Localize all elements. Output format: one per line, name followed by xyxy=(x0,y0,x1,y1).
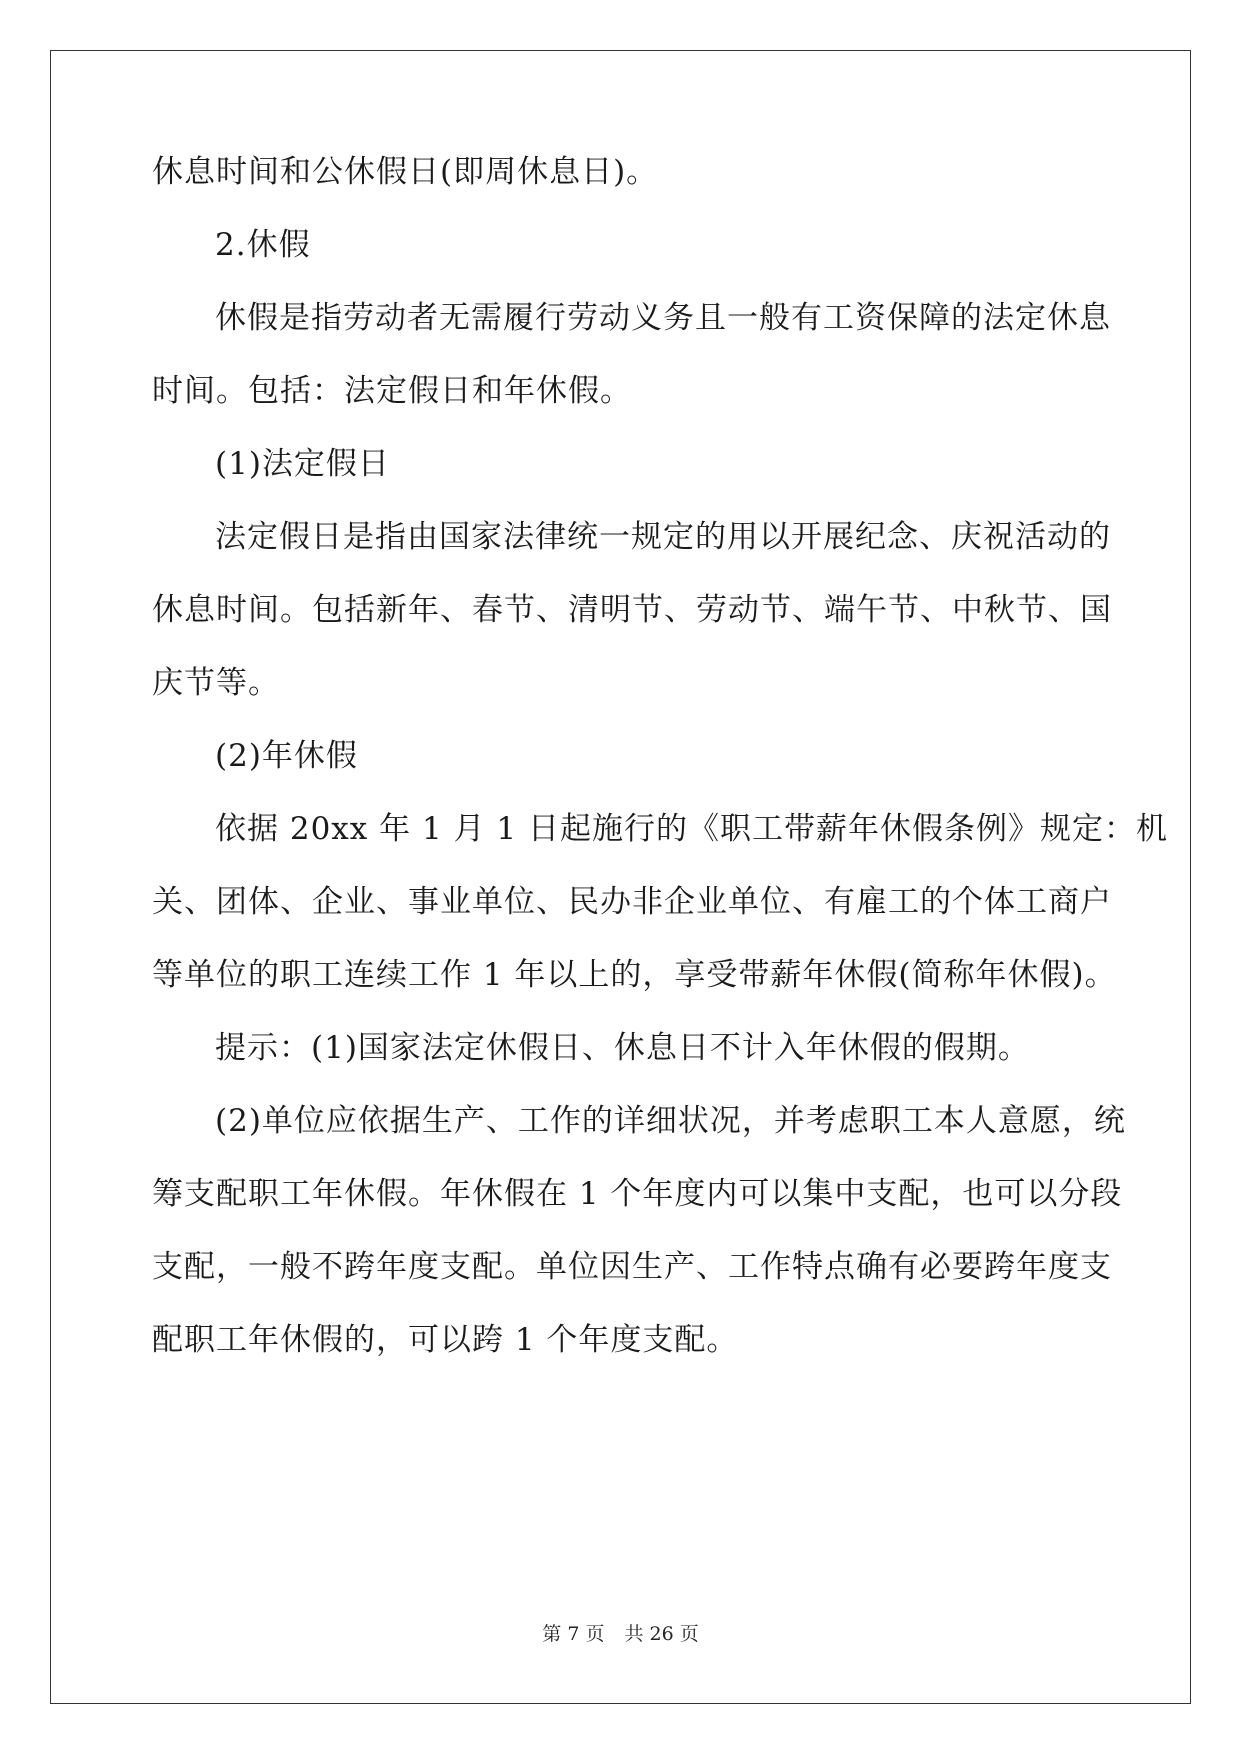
paragraph-line: 休息时间。包括新年、春节、清明节、劳动节、端午节、中秋节、国 xyxy=(152,592,1112,628)
subsection-heading: (1)法定假日 xyxy=(215,446,390,482)
paragraph-line: 休假是指劳动者无需履行劳动义务且一般有工资保障的法定休息 xyxy=(215,300,1111,336)
paragraph-line: 关、团体、企业、事业单位、民办非企业单位、有雇工的个体工商户 xyxy=(152,884,1112,920)
paragraph-line: 休息时间和公休假日(即周休息日)。 xyxy=(152,154,659,190)
subsection-heading: (2)年休假 xyxy=(215,738,358,774)
paragraph-line: 依据 20xx 年 1 月 1 日起施行的《职工带薪年休假条例》规定：机 xyxy=(215,811,1168,847)
page-total: 共 26 页 xyxy=(624,1623,699,1645)
paragraph-line: 时间。包括：法定假日和年休假。 xyxy=(152,373,632,409)
paragraph-line: 提示：(1)国家法定休假日、休息日不计入年休假的假期。 xyxy=(215,1030,1030,1066)
paragraph-line: 配职工年休假的，可以跨 1 个年度支配。 xyxy=(152,1322,739,1358)
page-number: 第 7 页 xyxy=(542,1623,605,1645)
paragraph-line: 法定假日是指由国家法律统一规定的用以开展纪念、庆祝活动的 xyxy=(215,519,1111,555)
paragraph-line: (2)单位应依据生产、工作的详细状况，并考虑职工本人意愿，统 xyxy=(215,1103,1126,1139)
section-heading: 2.休假 xyxy=(215,227,311,263)
paragraph-line: 筹支配职工年休假。年休假在 1 个年度内可以集中支配，也可以分段 xyxy=(152,1176,1123,1212)
paragraph-line: 庆节等。 xyxy=(152,665,280,701)
page-footer xyxy=(0,1622,1241,1646)
paragraph-line: 等单位的职工连续工作 1 年以上的，享受带薪年休假(简称年休假)。 xyxy=(152,957,1117,993)
paragraph-line: 支配，一般不跨年度支配。单位因生产、工作特点确有必要跨年度支 xyxy=(152,1249,1112,1285)
